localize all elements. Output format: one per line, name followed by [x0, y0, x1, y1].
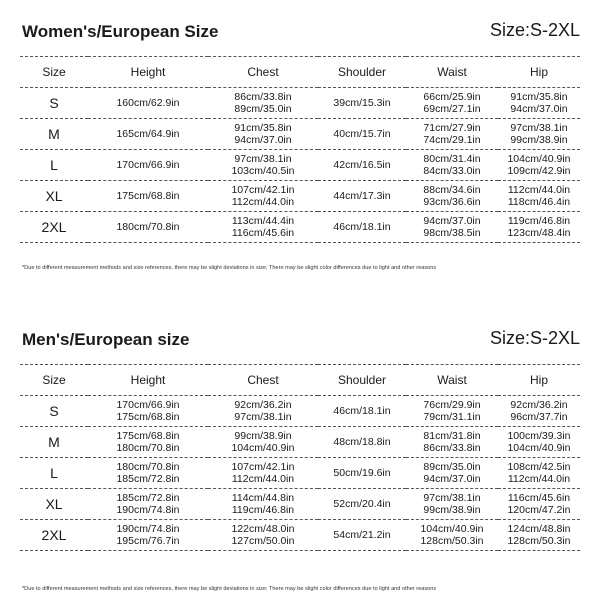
shoulder-cell	[318, 458, 406, 489]
size-cell: M	[20, 119, 88, 150]
shoulder-value: 48cm/18.8in	[333, 436, 391, 448]
men-size-range: Size:S-2XL	[489, 328, 580, 348]
women-header	[0, 0, 600, 56]
hip-value: 124cm/48.8in	[507, 523, 571, 535]
hip-value: 128cm/50.3in	[507, 535, 571, 547]
height-value: 185cm/72.8in	[116, 473, 180, 485]
height-value: 180cm/70.8in	[116, 221, 180, 233]
waist-value: 98cm/38.5in	[423, 227, 481, 239]
chest-value: 119cm/46.8in	[231, 504, 295, 516]
table-row	[20, 119, 580, 150]
table-row	[20, 212, 580, 243]
hip-value: 118cm/46.4in	[507, 196, 571, 208]
hip-value: 104cm/40.9in	[507, 442, 571, 454]
shoulder-cell	[318, 520, 406, 551]
column-header: Hip	[498, 365, 580, 396]
size-cell: M	[20, 427, 88, 458]
waist-cell	[406, 396, 498, 427]
waist-value: 69cm/27.1in	[423, 103, 481, 115]
size-cell: S	[20, 88, 88, 119]
chest-cell	[208, 212, 318, 243]
chest-cell	[208, 396, 318, 427]
hip-value: 112cm/44.0in	[507, 184, 571, 196]
women-size-title: Women's/European Size	[22, 22, 219, 41]
waist-value: 71cm/27.9in	[423, 122, 481, 134]
hip-value: 116cm/45.6in	[507, 492, 571, 504]
chest-value: 112cm/44.0in	[231, 196, 295, 208]
height-value: 190cm/74.8in	[116, 523, 180, 535]
hip-cell	[498, 88, 580, 119]
waist-value: 128cm/50.3in	[420, 535, 484, 547]
chest-value: 94cm/37.0in	[234, 134, 292, 146]
height-value: 185cm/72.8in	[116, 492, 180, 504]
waist-value: 81cm/31.8in	[423, 430, 481, 442]
women-disclaimer-note: *Due to different measurement methods and size references, there may be slight deviations in size; There may be slight color differences due to light and other reasons	[22, 265, 437, 271]
height-cell	[88, 396, 208, 427]
chest-value: 107cm/42.1in	[231, 461, 295, 473]
hip-value: 91cm/35.8in	[510, 91, 568, 103]
shoulder-value: 40cm/15.7in	[333, 128, 391, 140]
waist-cell	[406, 88, 498, 119]
chest-value: 103cm/40.5in	[231, 165, 295, 177]
hip-cell	[498, 212, 580, 243]
waist-value: 84cm/33.0in	[423, 165, 481, 177]
height-cell	[88, 88, 208, 119]
chest-value: 107cm/42.1in	[231, 184, 295, 196]
waist-value: 89cm/35.0in	[423, 461, 481, 473]
shoulder-cell	[318, 119, 406, 150]
height-value: 195cm/76.7in	[116, 535, 180, 547]
chest-value: 113cm/44.4in	[231, 215, 295, 227]
height-cell	[88, 520, 208, 551]
shoulder-value: 39cm/15.3in	[333, 97, 391, 109]
shoulder-cell	[318, 181, 406, 212]
hip-value: 119cm/46.8in	[507, 215, 571, 227]
shoulder-value: 50cm/19.6in	[333, 467, 391, 479]
men-size-table	[20, 364, 580, 551]
women-size-table	[20, 56, 580, 243]
waist-value: 93cm/36.6in	[423, 196, 481, 208]
table-row	[20, 427, 580, 458]
chest-value: 97cm/38.1in	[234, 153, 292, 165]
table-row	[20, 458, 580, 489]
shoulder-cell	[318, 212, 406, 243]
height-value: 170cm/66.9in	[116, 399, 180, 411]
hip-value: 108cm/42.5in	[507, 461, 571, 473]
table-row	[20, 181, 580, 212]
height-cell	[88, 489, 208, 520]
waist-value: 66cm/25.9in	[423, 91, 481, 103]
chest-value: 92cm/36.2in	[234, 399, 292, 411]
column-header: Shoulder	[318, 57, 406, 88]
height-cell	[88, 150, 208, 181]
height-cell	[88, 212, 208, 243]
size-cell: 2XL	[20, 520, 88, 551]
men-size-title: Men's/European size	[22, 330, 190, 349]
hip-cell	[498, 181, 580, 212]
size-cell: L	[20, 458, 88, 489]
waist-value: 99cm/38.9in	[423, 504, 481, 516]
waist-cell	[406, 520, 498, 551]
shoulder-cell	[318, 427, 406, 458]
height-value: 180cm/70.8in	[116, 461, 180, 473]
chest-value: 122cm/48.0in	[231, 523, 295, 535]
chest-value: 99cm/38.9in	[234, 430, 292, 442]
height-cell	[88, 119, 208, 150]
column-header: Shoulder	[318, 365, 406, 396]
shoulder-cell	[318, 88, 406, 119]
waist-value: 76cm/29.9in	[423, 399, 481, 411]
chest-cell	[208, 150, 318, 181]
column-header: Chest	[208, 365, 318, 396]
waist-value: 86cm/33.8in	[423, 442, 481, 454]
hip-cell	[498, 150, 580, 181]
table-row	[20, 150, 580, 181]
shoulder-value: 46cm/18.1in	[333, 405, 391, 417]
chest-value: 116cm/45.6in	[231, 227, 295, 239]
chest-cell	[208, 88, 318, 119]
size-cell: 2XL	[20, 212, 88, 243]
height-value: 175cm/68.8in	[116, 430, 180, 442]
height-value: 160cm/62.9in	[116, 97, 180, 109]
height-value: 165cm/64.9in	[116, 128, 180, 140]
height-cell	[88, 427, 208, 458]
waist-cell	[406, 150, 498, 181]
hip-cell	[498, 520, 580, 551]
height-value: 170cm/66.9in	[116, 159, 180, 171]
hip-value: 96cm/37.7in	[510, 411, 568, 423]
size-cell: XL	[20, 489, 88, 520]
shoulder-cell	[318, 150, 406, 181]
women-size-section	[0, 0, 600, 271]
chest-cell	[208, 119, 318, 150]
shoulder-value: 52cm/20.4in	[333, 498, 391, 510]
waist-value: 94cm/37.0in	[423, 215, 481, 227]
chest-value: 86cm/33.8in	[234, 91, 292, 103]
height-value: 175cm/68.8in	[116, 190, 180, 202]
chest-value: 114cm/44.8in	[231, 492, 295, 504]
waist-value: 79cm/31.1in	[423, 411, 481, 423]
women-size-range: Size:S-2XL	[489, 20, 580, 40]
table-row	[20, 396, 580, 427]
column-header: Hip	[498, 57, 580, 88]
hip-value: 94cm/37.0in	[510, 103, 568, 115]
hip-cell	[498, 396, 580, 427]
shoulder-cell	[318, 489, 406, 520]
table-row	[20, 520, 580, 551]
men-disclaimer-note: *Due to different measurement methods and size references, there may be slight deviations in size; There may be slight color differences due to light and other reasons	[22, 586, 437, 592]
height-value: 175cm/68.8in	[116, 411, 180, 423]
hip-value: 123cm/48.4in	[507, 227, 571, 239]
hip-value: 120cm/47.2in	[507, 504, 571, 516]
chest-value: 89cm/35.0in	[234, 103, 292, 115]
waist-cell	[406, 212, 498, 243]
column-header: Size	[20, 57, 88, 88]
hip-value: 92cm/36.2in	[510, 399, 568, 411]
waist-value: 97cm/38.1in	[423, 492, 481, 504]
height-value: 190cm/74.8in	[116, 504, 180, 516]
hip-value: 100cm/39.3in	[507, 430, 571, 442]
hip-value: 97cm/38.1in	[510, 122, 568, 134]
chest-value: 127cm/50.0in	[231, 535, 295, 547]
chest-value: 104cm/40.9in	[231, 442, 295, 454]
chest-cell	[208, 458, 318, 489]
hip-value: 104cm/40.9in	[507, 153, 571, 165]
shoulder-value: 42cm/16.5in	[333, 159, 391, 171]
column-header: Size	[20, 365, 88, 396]
column-header: Height	[88, 365, 208, 396]
size-cell: S	[20, 396, 88, 427]
table-row	[20, 88, 580, 119]
table-header-row	[20, 57, 580, 88]
hip-value: 112cm/44.0in	[507, 473, 571, 485]
waist-cell	[406, 489, 498, 520]
chest-value: 97cm/38.1in	[234, 411, 292, 423]
shoulder-value: 44cm/17.3in	[333, 190, 391, 202]
chest-cell	[208, 181, 318, 212]
waist-cell	[406, 181, 498, 212]
column-header: Height	[88, 57, 208, 88]
chest-value: 91cm/35.8in	[234, 122, 292, 134]
height-cell	[88, 458, 208, 489]
men-header	[0, 308, 600, 364]
waist-value: 104cm/40.9in	[420, 523, 484, 535]
hip-value: 109cm/42.9in	[507, 165, 571, 177]
column-header: Waist	[406, 57, 498, 88]
men-size-section	[0, 308, 600, 592]
shoulder-value: 46cm/18.1in	[333, 221, 391, 233]
hip-value: 99cm/38.9in	[510, 134, 568, 146]
hip-cell	[498, 458, 580, 489]
hip-cell	[498, 489, 580, 520]
size-cell: XL	[20, 181, 88, 212]
chest-value: 112cm/44.0in	[231, 473, 295, 485]
shoulder-value: 54cm/21.2in	[333, 529, 391, 541]
waist-value: 74cm/29.1in	[423, 134, 481, 146]
column-header: Chest	[208, 57, 318, 88]
waist-cell	[406, 458, 498, 489]
waist-cell	[406, 427, 498, 458]
hip-cell	[498, 119, 580, 150]
waist-value: 94cm/37.0in	[423, 473, 481, 485]
waist-value: 88cm/34.6in	[423, 184, 481, 196]
shoulder-cell	[318, 396, 406, 427]
column-header: Waist	[406, 365, 498, 396]
table-row	[20, 489, 580, 520]
height-value: 180cm/70.8in	[116, 442, 180, 454]
waist-value: 80cm/31.4in	[423, 153, 481, 165]
height-cell	[88, 181, 208, 212]
table-header-row	[20, 365, 580, 396]
size-cell: L	[20, 150, 88, 181]
chest-cell	[208, 427, 318, 458]
hip-cell	[498, 427, 580, 458]
chest-cell	[208, 489, 318, 520]
waist-cell	[406, 119, 498, 150]
chest-cell	[208, 520, 318, 551]
